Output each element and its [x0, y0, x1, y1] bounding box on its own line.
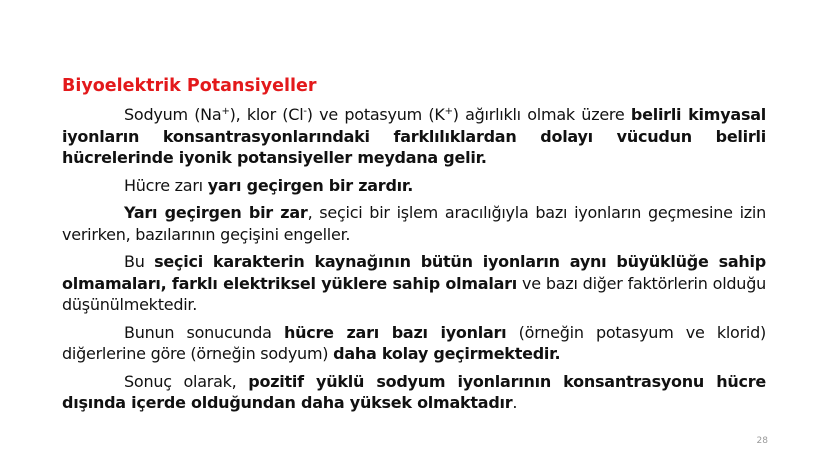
- bold-text: seçici karakterin kaynağının bütün iyonların aynı büyüklüğe sahip olmamaları, farklı elektriksel yüklere sahip olmaları: [62, 252, 766, 293]
- bold-text: pozitif yüklü sodyum iyonlarının konsantrasyonu hücre dışında içerde olduğundan daha yüksek olmaktadır: [62, 371, 767, 412]
- paragraph-semipermeable: [62, 202, 766, 245]
- superscript-plus: +: [221, 106, 230, 117]
- text: Sodyum (Na: [124, 105, 222, 124]
- paragraph-ionic-potentials: [62, 104, 766, 169]
- bold-text: yarı geçirgen bir zardır.: [207, 175, 414, 195]
- superscript-minus: -: [303, 106, 307, 117]
- bold-text: Yarı geçirgen bir zar: [124, 203, 308, 222]
- paragraph-selectivity: [62, 251, 766, 316]
- paragraph-cell-membrane: [62, 175, 766, 197]
- slide-title: Biyoelektrik Potansiyeller: [62, 76, 317, 96]
- text: Bu: [124, 252, 155, 271]
- text: Sonuç olarak,: [124, 371, 249, 391]
- text: ) ağırlıklı olmak üzere: [452, 105, 631, 124]
- text: ) ve potasyum (K: [306, 105, 445, 124]
- bold-text: hücre zarı bazı iyonları: [283, 322, 507, 342]
- bold-text: belirli kimyasal iyonların konsantrasyonlarındaki farklılıklardan dolayı vücudun belirli hücrelerinde iyonik potansiyeller meydana gelir.: [62, 105, 766, 167]
- text: , seçici bir işlem aracılığıyla bazı iyonların geçmesine izin verirken, bazılarının geçişini engeller.: [62, 203, 767, 244]
- bold-text: daha kolay geçirmektedir.: [333, 344, 561, 363]
- text: Hücre zarı: [124, 175, 208, 195]
- page-number: 28: [756, 436, 768, 446]
- text: ), klor (Cl: [229, 105, 304, 124]
- slide-body: [62, 104, 766, 414]
- paragraph-permeability: [62, 322, 766, 365]
- text: (örneğin potasyum ve klorid) diğerlerine göre (örneğin sodyum): [62, 322, 767, 363]
- text: Bunun sonucunda: [124, 322, 284, 342]
- text: ve bazı diğer faktörlerin olduğu düşünülmektedir.: [62, 273, 766, 314]
- paragraph-conclusion: [62, 371, 766, 414]
- superscript-plus: +: [444, 106, 453, 117]
- text: .: [512, 393, 518, 412]
